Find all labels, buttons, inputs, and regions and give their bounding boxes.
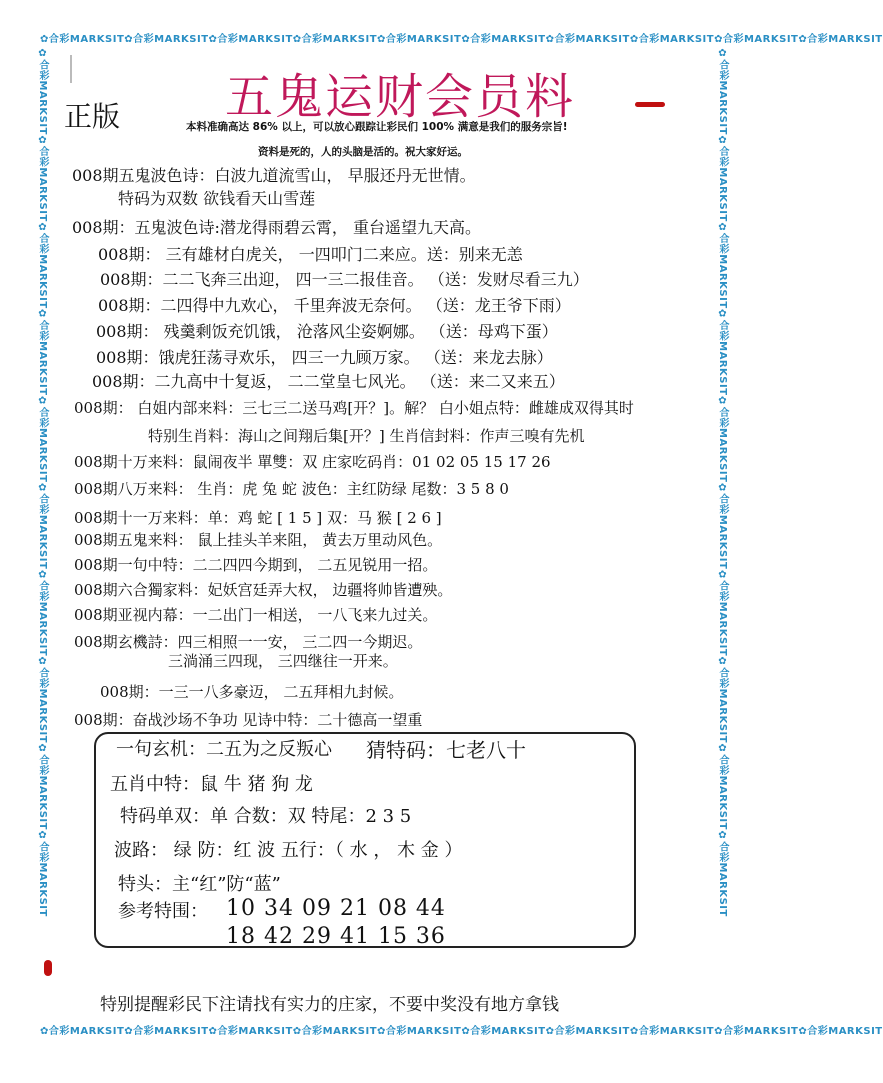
- ref-row-1: 10 34 09 21 08 44: [226, 896, 446, 921]
- text-line: 008期：二四得中九欢心， 千里奔波无奈何。 （送：龙王爷下雨）: [98, 296, 571, 315]
- text-line: 008期：一三一八多豪迈， 二五拜相九封候。: [100, 683, 404, 701]
- text-line: 008期：二九高中十复返， 二二堂皇七风光。 （送：来二又来五）: [92, 372, 565, 391]
- ref-label: 参考特围：: [118, 901, 208, 922]
- accuracy-note: 本料准确高达 86% 以上，可以放心跟踪让彩民们 100% 满意是我们的服务宗旨!: [186, 121, 568, 133]
- text-line: 008期：饿虎狂荡寻欢乐， 四三一九顾万家。 （送：来龙去脉）: [96, 348, 553, 367]
- text-line: 008期：五鬼波色诗:潜龙得雨碧云霄， 重台遥望九天高。: [72, 218, 482, 237]
- text-line: 008期六合獨家料：妃妖宫廷弄大权， 边疆将帅皆遭殃。: [74, 581, 453, 599]
- odd-even-line: 特码单双：单 合数：双 特尾：2 3 5: [120, 806, 412, 827]
- ref-row-2: 18 42 29 41 15 36: [226, 924, 446, 949]
- border-left: ✿合彩MARKSIT✿合彩MARKSIT✿合彩MARKSIT✿合彩MARKSIT✿合彩MARKSIT✿合彩MARKSIT✿合彩MARKSIT✿合彩MARKSIT✿合彩MARKSIT✿合彩MARKSIT: [37, 48, 48, 917]
- footer-note: 特别提醒彩民下注请找有实力的庄家，不要中奖没有地方拿钱: [100, 995, 559, 1015]
- text-line: 008期十万来料：鼠闹夜半 單雙：双 庄家吃码肖：01 02 05 15 17 26: [74, 453, 551, 471]
- text-line: 特码为双数 欲钱看天山雪莲: [118, 189, 316, 208]
- text-line: 008期： 三有雄材白虎关， 一四叩门二来应。送：别来无恙: [98, 245, 523, 264]
- text-line: 008期玄機詩：四三相照一一安， 三二四一今期迟。: [74, 633, 423, 651]
- genuine-badge: 正版: [64, 100, 121, 133]
- zodiac-line: 五肖中特：鼠 牛 猪 狗 龙: [110, 774, 313, 795]
- page-title: 五鬼运财会员料: [225, 69, 576, 125]
- text-line: 008期一句中特：二二四四今期到， 二五见锐用一招。: [74, 556, 438, 574]
- text-line: 008期：二二飞奔三出迎， 四一三二报佳音。 （送：发财尽看三九）: [100, 270, 589, 289]
- border-right: ✿合彩MARKSIT✿合彩MARKSIT✿合彩MARKSIT✿合彩MARKSIT✿合彩MARKSIT✿合彩MARKSIT✿合彩MARKSIT✿合彩MARKSIT✿合彩MARKSIT✿合彩MARKSIT: [717, 48, 728, 917]
- border-bottom: ✿合彩MARKSIT✿合彩MARKSIT✿合彩MARKSIT✿合彩MARKSIT✿合彩MARKSIT✿合彩MARKSIT✿合彩MARKSIT✿合彩MARKSIT✿合彩MARKSIT✿合彩MARKSIT: [40, 1026, 883, 1037]
- slogan-line: 一句玄机：二五为之反叛心: [116, 739, 332, 760]
- text-line: 008期十一万来料：单：鸡 蛇 [ 1 5 ] 双：马 猴 [ 2 6 ]: [74, 509, 442, 527]
- text-line: 008期五鬼波色诗：白波九道流雪山， 早服还丹无世情。: [72, 166, 476, 185]
- text-line: 008期：奋战沙场不争功 见诗中特：二十德高一望重: [74, 711, 423, 729]
- text-line: 008期： 白姐内部来料：三七三二送马鸡[开？]。解？ 白小姐点特：雌雄成双得其时: [74, 399, 634, 417]
- text-line: 008期五鬼来料： 鼠上挂头羊来阻， 黄去万里动风色。: [74, 531, 443, 549]
- guess-line: 猜特码：七老八十: [366, 738, 526, 762]
- luck-note: 资料是死的，人的头脑是活的。祝大家好运。: [258, 146, 468, 158]
- text-line: 008期亚视内幕：一二出门一相送， 一八飞来九过关。: [74, 606, 438, 624]
- decor-line: [70, 55, 72, 83]
- text-line: 008期： 残羹剩饭充饥饿， 沧落风尘姿婀娜。 （送：母鸡下蛋）: [96, 322, 558, 341]
- red-dot: [44, 960, 52, 976]
- wave-line: 波路： 绿 防：红 波 五行：（ 水 ， 木 金 ）: [114, 840, 463, 861]
- text-line: 三淌涌三四现， 三四继往一开来。: [168, 652, 398, 670]
- head-line: 特头：主“红”防“蓝”: [118, 874, 281, 895]
- text-line: 特别生肖料：海山之间翔后集[开？] 生肖信封料：作声三嗅有先机: [148, 427, 585, 445]
- text-line: 008期八万来料： 生肖：虎 兔 蛇 波色：主红防绿 尾数：3 5 8 0: [74, 480, 509, 498]
- border-top: ✿合彩MARKSIT✿合彩MARKSIT✿合彩MARKSIT✿合彩MARKSIT✿合彩MARKSIT✿合彩MARKSIT✿合彩MARKSIT✿合彩MARKSIT✿合彩MARKSIT✿合彩MARKSIT: [40, 34, 883, 45]
- red-mark: [635, 102, 665, 107]
